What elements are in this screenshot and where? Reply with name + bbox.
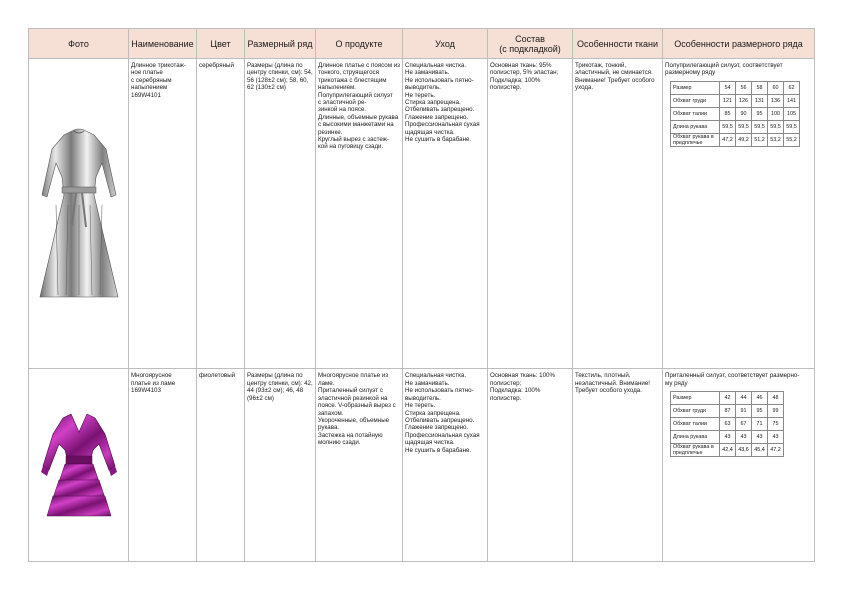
product-composition: Основная ткань: 100% полиэстер; Подкладка: 100% полиэстер. <box>488 369 573 562</box>
header-fabric: Особенности ткани <box>573 29 663 59</box>
header-name: Наименование <box>129 29 197 59</box>
size-table <box>670 81 800 147</box>
header-row <box>29 29 815 59</box>
product-sizes: Размеры (длина по центру спинки, см): 42, 44 (93±2 см); 46, 48 (96±2 см) <box>245 369 316 562</box>
table-row <box>29 369 815 562</box>
table-row: Длина рукава 59,5 59,5 59,5 59,5 59,5 <box>671 120 800 133</box>
table-row: Длина рукава 43 43 43 43 <box>671 431 784 444</box>
product-size-feature <box>663 369 815 562</box>
header-size-feature: Особенности размерного ряда <box>663 29 815 59</box>
product-composition: Основная ткань: 95% полиэстер, 5% эластан; Подкладка: 100% полиэстер. <box>488 59 573 369</box>
table-row: Размер 42 44 46 48 <box>671 392 784 405</box>
product-fabric: Текстиль, плотный, неэластичный. Внимание! Требует особого ухода. <box>573 369 663 562</box>
header-color: Цвет <box>197 29 245 59</box>
header-about: О продукте <box>316 29 403 59</box>
product-table <box>28 28 815 562</box>
product-about: Длинное платье с поясом из тонкого, струящегося трикотажа с блестящим напылением. Полуприлегающий силуэт с эластичной ре- зинкой на поясе. Длинные, объемные рукава с высокими манжетами на резинке. Круглый вырез с застеж- кой на пуговицу сзади. <box>316 59 403 369</box>
table-row: Обхват талии 85 90 95 100 105 <box>671 107 800 120</box>
product-color: фиолетовый <box>197 369 245 562</box>
product-name: Длинное трикотаж- ное платье с серебряным напылением 169W4101 <box>129 59 197 369</box>
silver-dress-image <box>36 125 122 303</box>
product-about: Многоярусное платье из ламе. Приталенный силуэт с эластичной резинкой на поясе. V-образный вырез с запахом. Укороченные, объемные рукава. Застежка на потайную молнию сзади. <box>316 369 403 562</box>
size-table <box>670 391 784 457</box>
product-color: серебряный <box>197 59 245 369</box>
product-sizes: Размеры (длина по центру спинки, см): 54, 56 (128±2 см); 58, 60, 62 (130±2 см) <box>245 59 316 369</box>
table-row: Обхват груди 87 91 95 99 <box>671 405 784 418</box>
product-care: Специальная чистка. Не замачивать. Не использовать пятно- выводитель. Не тереть. Стирка запрещена. Отбеливать запрещено. Глажение запрещено. Профессиональная сухая щадящая чистка. Не сушить в барабане. <box>403 59 488 369</box>
size-feature-text: Приталенный силуэт, соответствует размерно- му ряду <box>665 372 800 387</box>
header-size-range: Размерный ряд <box>245 29 316 59</box>
table-row: Размер 54 56 58 60 62 <box>671 81 800 94</box>
product-photo <box>29 59 129 369</box>
table-row: Обхват рукава в предплечье 47,2 49,2 51,2 53,2 55,2 <box>671 133 800 146</box>
product-size-feature <box>663 59 815 369</box>
table-row: Обхват рукава в предплечье 42,4 43,6 45,4 47,2 <box>671 444 784 457</box>
product-name: Многоярусное платье из ламе 169W4103 <box>129 369 197 562</box>
header-photo: Фото <box>29 29 129 59</box>
table-row <box>29 59 815 369</box>
product-care: Специальная чистка. Не замачивать. Не использовать пятно- выводитель. Не тереть. Стирка запрещена. Отбеливать запрещено. Глажение запрещено. Профессиональная сухая щадящая чистка. Не сушить в барабане. <box>403 369 488 562</box>
table-row: Обхват талии 63 67 71 75 <box>671 418 784 431</box>
product-photo <box>29 369 129 562</box>
size-feature-text: Полуприлегающий силуэт, соответствует размерному ряду <box>665 62 783 77</box>
purple-dress-image <box>41 410 117 520</box>
header-care: Уход <box>403 29 488 59</box>
table-row: Обхват груди 121 126 131 136 141 <box>671 94 800 107</box>
header-composition: Состав (с подкладкой) <box>488 29 573 59</box>
product-fabric: Трикотаж, тонкий, эластичный, не сминается. Внимание! Требует особого ухода. <box>573 59 663 369</box>
